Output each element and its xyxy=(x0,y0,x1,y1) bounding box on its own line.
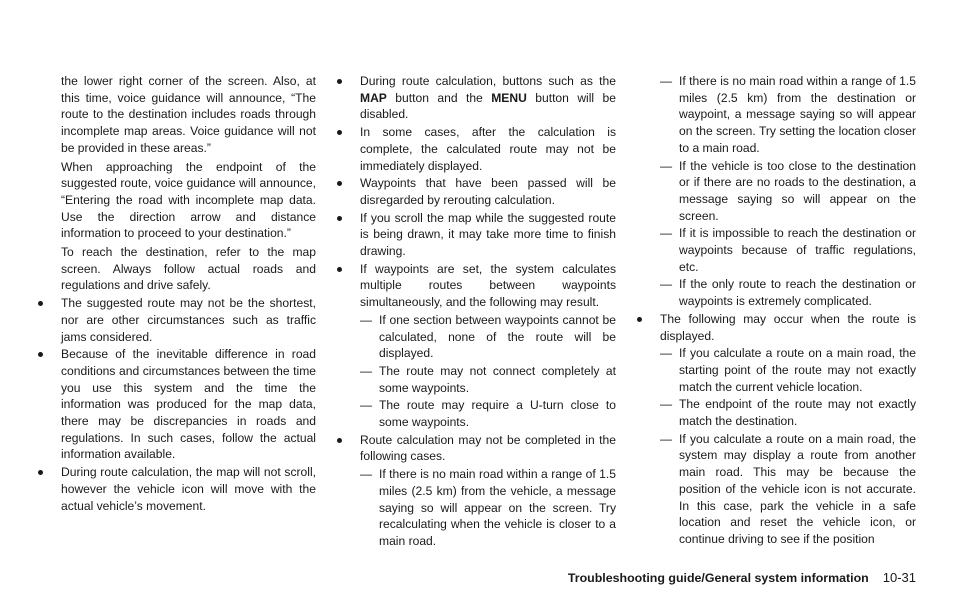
dash-icon: — xyxy=(360,363,373,378)
sub-list-item-text: If you calculate a route on a main road, the starting point of the route may not exactly match the current vehicle location. xyxy=(679,346,916,394)
list-item-text: Waypoints that have been passed will be disregarded by rerouting calculation. xyxy=(360,176,616,207)
dash-icon: — xyxy=(660,431,673,446)
section-title: Troubleshooting guide/General system information xyxy=(567,571,869,585)
list-item xyxy=(38,295,316,345)
list-item xyxy=(38,464,316,514)
sub-list-item-text: If there is no main road within a range of 1.5 miles (2.5 km) from the vehicle, a message saying so will appear on the screen. Try recalculating when the vehicle is closer to a main road. xyxy=(379,467,616,548)
dash-icon: — xyxy=(660,397,673,412)
sub-list-item-text: The route may not connect completely at some waypoints. xyxy=(379,363,616,395)
sub-list-item xyxy=(637,158,916,225)
sub-list-item-text: The endpoint of the route may not exactly match the destination. xyxy=(679,397,916,429)
bullet-icon xyxy=(38,352,43,357)
sub-list-item-text: If you calculate a route on a main road, the system may display a route from another main road. This may be because the position of the vehicle icon is not accurate. In this case, park the vehicle in a safe location and reset the vehicle icon, or continue driving to see if the position xyxy=(679,431,916,546)
sub-list-item-text: If it is impossible to reach the destination or waypoints because of traffic regulations, etc. xyxy=(679,226,916,274)
list-item-text: If waypoints are set, the system calculates multiple routes between waypoints simultaneously, and the following may result. xyxy=(360,261,616,310)
sub-list-item xyxy=(637,345,916,395)
sub-list-item xyxy=(337,397,616,430)
paragraph-endpoint-guidance: When approaching the endpoint of the suggested route, voice guidance will announce, “Entering the road with incomplete map data. Use the direction arrow and distance information to proceed to your destination.” xyxy=(61,159,316,241)
sub-list-item xyxy=(637,431,916,548)
list-item xyxy=(337,261,616,311)
bullet-icon xyxy=(637,317,642,322)
sub-list-item xyxy=(337,312,616,362)
bullet-icon xyxy=(337,181,342,186)
dash-icon: — xyxy=(660,226,673,241)
bullet-icon xyxy=(337,79,342,84)
dash-icon: — xyxy=(660,277,673,292)
list-item xyxy=(337,124,616,174)
list-item-text: button and the xyxy=(386,90,492,105)
paragraph-continuation: the lower right corner of the screen. Also, at this time, voice guidance will announce, “The route to the destination includes roads through incomplete map areas. Voice guidance will not be provided in these areas.” xyxy=(61,74,316,155)
map-button-label: MAP xyxy=(360,90,387,105)
list-item-text: The suggested route may not be the shortest, nor are other circumstances such as traffic jams considered. xyxy=(61,296,316,344)
menu-button-label: MENU xyxy=(491,90,527,105)
dash-icon: — xyxy=(660,346,673,361)
list-item xyxy=(337,432,616,465)
list-item-text: button will be disabled. xyxy=(360,90,616,122)
dash-icon: — xyxy=(660,158,673,173)
paragraph-reach-destination: To reach the destination, refer to the map screen. Always follow actual roads and regulations and drive safely. xyxy=(61,245,316,293)
page-number: 10-31 xyxy=(882,570,916,585)
sub-list-item xyxy=(637,396,916,429)
sub-list-item-text: If the only route to reach the destination or waypoints is extremely complicated. xyxy=(679,277,916,309)
list-item-text: Because of the inevitable difference in road conditions and circumstances between the time you use this system and the time the information was produced for the map data, there may be discrepancies in roads and regulations. In such cases, follow the actual information available. xyxy=(61,347,316,462)
list-item-text: In some cases, after the calculation is complete, the calculated route may not be immediately displayed. xyxy=(360,125,616,173)
sub-list-item xyxy=(637,73,916,157)
list-item xyxy=(337,175,616,208)
text-column-right xyxy=(637,73,916,548)
sub-list-item-text: If one section between waypoints cannot be calculated, none of the route will be displayed. xyxy=(379,312,616,361)
list-item xyxy=(337,73,616,123)
list-item xyxy=(637,311,916,344)
bullet-icon xyxy=(38,470,43,475)
sub-list-item-text: If the vehicle is too close to the destination or if there are no roads to the destination, a message saying so will appear on the screen. xyxy=(679,158,916,223)
text-column-middle xyxy=(337,73,616,550)
list-item-text: During route calculation, buttons such as the xyxy=(360,74,616,88)
sub-list-item xyxy=(637,276,916,309)
bullet-icon xyxy=(337,130,342,135)
bullet-icon xyxy=(337,216,342,221)
sub-list-item xyxy=(637,225,916,275)
dash-icon: — xyxy=(360,312,373,327)
list-item-text: During route calculation, the map will not scroll, however the vehicle icon will move with the actual vehicle’s movement. xyxy=(61,465,316,513)
sub-list-item-text: If there is no main road within a range of 1.5 miles (2.5 km) from the destination or waypoint, a message saying so will appear on the screen. Try setting the location closer to a main road. xyxy=(679,74,916,155)
dash-icon: — xyxy=(660,74,673,88)
list-item xyxy=(38,346,316,463)
list-item-text: If you scroll the map while the suggested route is being drawn, it may take more time to finish drawing. xyxy=(360,210,616,259)
bullet-icon xyxy=(337,267,342,272)
sub-list-item-text: The route may require a U-turn close to some waypoints. xyxy=(379,398,616,430)
list-item-text: The following may occur when the route is displayed. xyxy=(660,311,916,343)
sub-list-item xyxy=(337,466,616,550)
text-column-left xyxy=(38,73,316,514)
page-footer xyxy=(568,570,916,586)
list-item-text: Route calculation may not be completed in the following cases. xyxy=(360,432,616,464)
list-item xyxy=(337,210,616,260)
dash-icon: — xyxy=(360,467,373,482)
dash-icon: — xyxy=(360,398,373,413)
sub-list-item xyxy=(337,363,616,396)
bullet-icon xyxy=(337,438,342,443)
bullet-icon xyxy=(38,301,43,306)
